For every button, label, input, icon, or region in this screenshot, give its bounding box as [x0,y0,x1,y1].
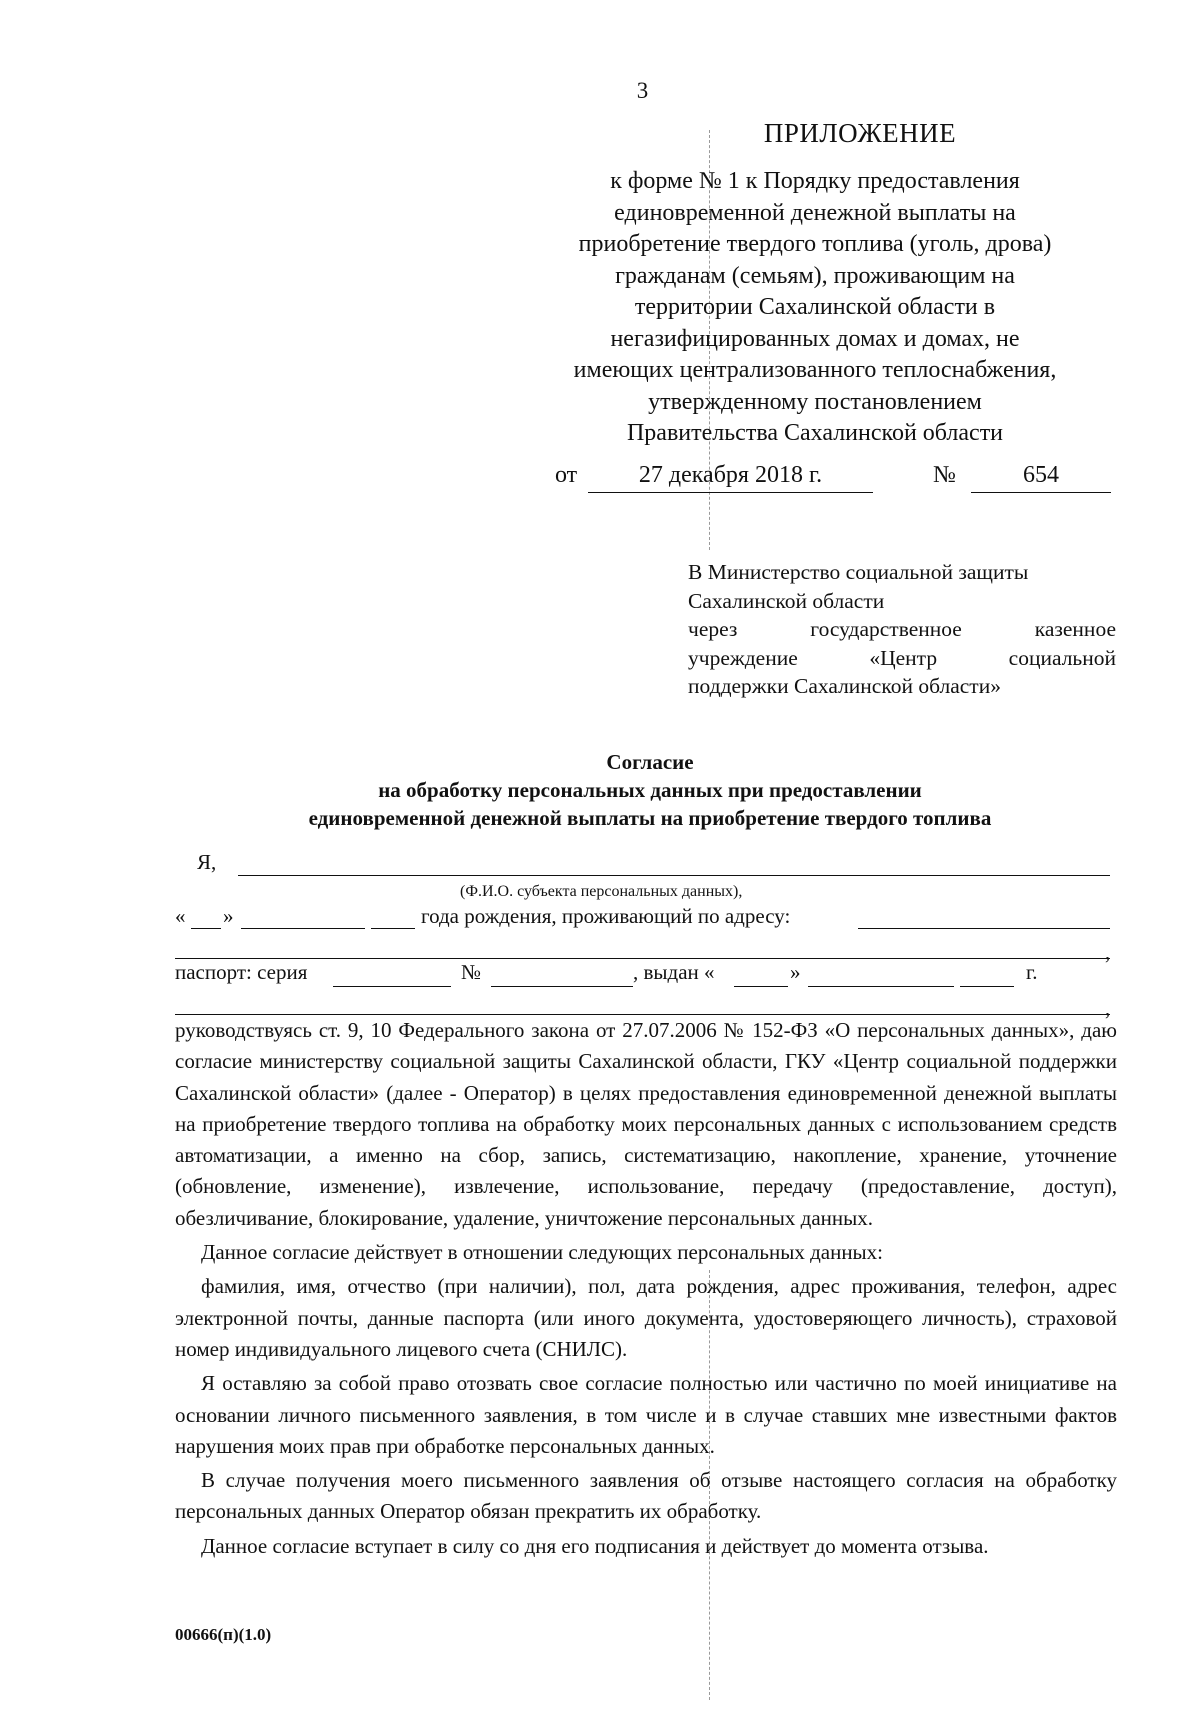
document-code: 00666(п)(1.0) [175,1625,272,1644]
appendix-line: гражданам (семьям), проживающим на [615,262,1015,289]
fio-field[interactable] [238,875,1110,876]
birth-month-field[interactable] [241,928,365,929]
recipient-line: Сахалинской области [688,588,885,613]
appendix-line: утвержденному постановлением [648,388,982,415]
appendix-line: имеющих централизованного теплоснабжения, [573,357,1057,383]
consent-heading [175,748,1125,832]
recipient-line: учреждение «Центр социальной [688,645,1116,670]
consent-title: Согласие [606,750,694,774]
consent-paragraph: фамилия, имя, отчество (при наличии), пол, дата рождения, адрес проживания, телефон, адрес электронной почты, данные паспорта (или иного документа, удостоверяющего личность), страховой номер индивидуального лицевого счета (СНИЛС). [175,1274,1117,1361]
appendix-line: территории Сахалинской области в [634,294,996,320]
consent-paragraph: Данное согласие действует в отношении следующих персональных данных: [201,1240,883,1265]
issue-day-field[interactable] [734,986,788,987]
appendix-line: приобретение твердого топлива (уголь, дрова) [578,231,1052,257]
recipient-line: В Министерство социальной защиты [688,560,1029,584]
consent-paragraph: В случае получения моего письменного заявления об отзыве настоящего согласия на обработку персональных данных Оператор обязан прекратить их обработку. [175,1468,1117,1524]
appendix-line: негазифицированных домах и домах, не [610,325,1020,352]
passport-number-field[interactable] [491,986,633,987]
consent-subtitle: на обработку персональных данных при предоставлении [378,778,922,802]
comma: , [1105,996,1111,1020]
appendix-text [520,166,1110,450]
issue-year-field[interactable] [960,986,1014,987]
birth-text: года рождения, проживающий по адресу: [421,904,791,928]
passport-series-field[interactable] [333,986,451,987]
i-label: Я, [197,850,217,874]
quote-close: » [223,904,234,928]
recipient-line: через государственное казенное [688,617,1116,641]
appendix-title: ПРИЛОЖЕНИЕ [763,118,957,148]
address-field[interactable] [858,928,1110,929]
issue-month-field[interactable] [808,986,954,987]
consent-paragraph: Я оставляю за собой право отозвать свое согласие полностью или частично по моей инициативе на основании личного письменного заявления, в том числе и в случае ставших мне известными фактов нарушения моих прав при обработке персональных данных. [175,1371,1117,1458]
resolution-date-line [555,462,1115,496]
birth-day-field[interactable] [191,928,221,929]
passport-series-label: паспорт: серия [175,960,308,984]
consent-paragraph: Данное согласие вступает в силу со дня его подписания и действует до момента отзыва. [201,1533,989,1558]
date-prefix: от [555,462,578,488]
fio-caption: (Ф.И.О. субъекта персональных данных), [460,883,743,900]
recipient-block [688,558,1116,701]
consent-paragraph: руководствуясь ст. 9, 10 Федерального закона от 27.07.2006 № 152-ФЗ «О персональных данных», даю согласие министерству социальной защиты Сахалинской области, ГКУ «Центр социальной поддержки Сахалинской области» (далее - Оператор) в целях предоставления единовременной денежной выплаты на приобретение твердого топлива на обработку моих персональных данных с использованием средств автоматизации, а именно на сбор, запись, систематизацию, накопление, хранение, уточнение (обновление, изменение), извлечение, использование, передачу (предоставление, доступ), обезличивание, блокирование, удаление, уничтожение персональных данных. [175,1018,1117,1230]
number-sign: № [933,462,956,488]
issued-quote-close: » [790,960,801,984]
consent-body [175,1015,1117,1562]
recipient-line: поддержки Сахалинской области» [688,674,1001,698]
appendix-line: единовременной денежной выплаты на [614,199,1016,226]
comma: , [1105,940,1111,964]
resolution-date: 27 декабря 2018 г. [588,462,873,493]
year-suffix: г. [1026,960,1038,984]
issued-label: , выдан « [633,960,715,984]
resolution-number: 654 [971,462,1111,493]
birth-year-field[interactable] [371,928,415,929]
quote-open: « [175,904,186,928]
appendix-line: к форме № 1 к Порядку предоставления [610,168,1020,194]
address-field-continued[interactable] [175,958,1110,959]
consent-subtitle: единовременной денежной выплаты на приобретение твердого топлива [308,806,992,830]
page-number: 3 [636,78,649,103]
passport-number-sign: № [461,960,482,984]
appendix-line: Правительства Сахалинской области [626,420,1004,446]
